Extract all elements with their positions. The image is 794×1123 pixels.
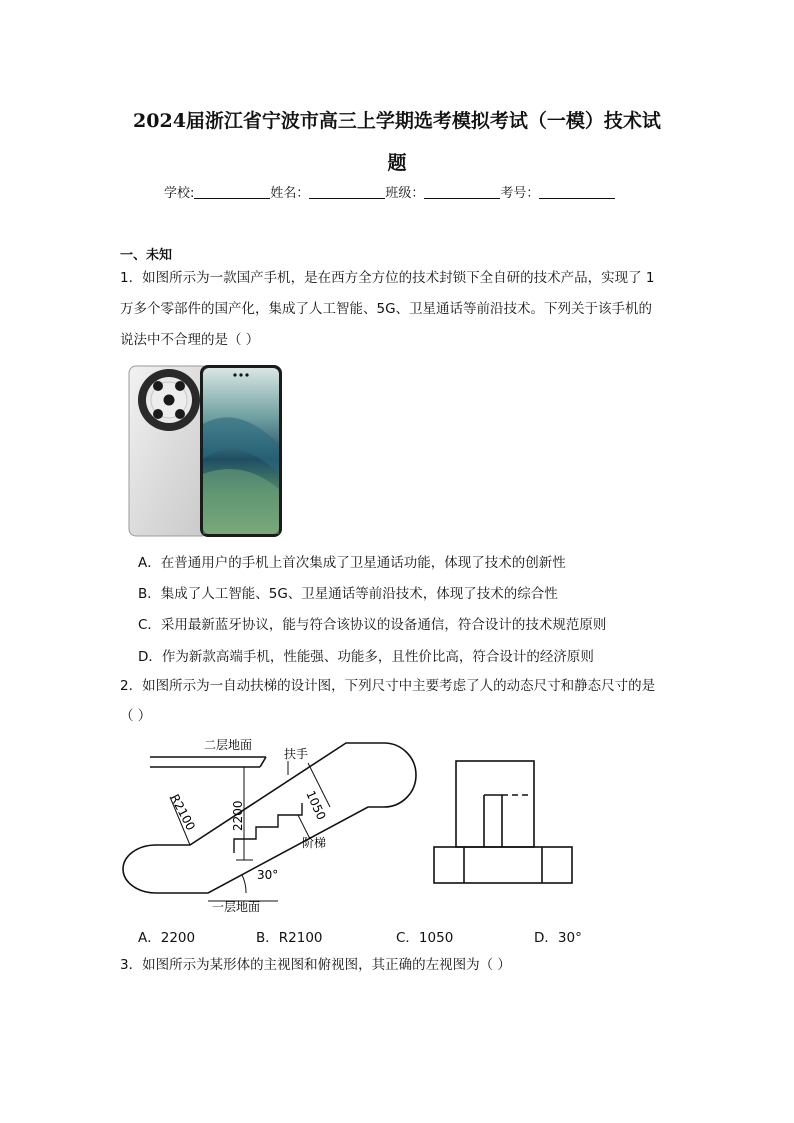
label-second-floor: 二层地面 [204,738,253,752]
student-info-line [164,182,615,201]
label-steps: 阶梯 [302,836,327,850]
section-heading: 一、未知 [120,248,173,263]
id-label: 考号： [500,186,540,201]
q2-option-a: A．2200 [138,930,196,946]
class-blank [424,185,500,199]
label-radius: R2100 [167,791,198,833]
exam-title-line2: 题 [387,152,407,174]
q2-option-d: D．30° [534,930,582,946]
name-label: 姓名： [270,186,310,201]
label-dim-1050: 1050 [303,788,329,823]
q1-option-a: A．在普通用户的手机上首次集成了卫星通话功能，体现了技术的创新性 [138,555,566,571]
q1-line2: 万多个零部件的国产化，集成了人工智能、5G、卫星通话等前沿技术。下列关于该手机的 [120,301,653,317]
q1-line1: 1．如图所示为一款国产手机，是在西方全方位的技术封锁下全自研的技术产品，实现了 1 [120,270,655,286]
q1-option-d: D．作为新款高端手机，性能强、功能多，且性价比高，符合设计的经济原则 [138,649,594,665]
label-dim-2200: 2200 [231,800,245,831]
q2-line1: 2．如图所示为一自动扶梯的设计图，下列尺寸中主要考虑了人的动态尺寸和静态尺寸的是 [120,678,656,694]
name-blank [309,185,385,199]
label-angle: 30° [257,868,279,882]
school-blank [194,185,270,199]
label-handrail: 扶手 [284,747,309,761]
exam-title-line1: 2024届浙江省宁波市高三上学期选考模拟考试（一模）技术试 [133,110,661,132]
label-first-floor: 一层地面 [212,900,261,914]
escalator-diagram [118,735,578,915]
school-label: 学校: [164,186,195,201]
phone-image [128,364,284,538]
q2-option-c: C．1050 [396,930,454,946]
q3-line1: 3．如图所示为某形体的主视图和俯视图，其正确的左视图为（ ） [120,957,511,973]
q2-line2: （ ） [120,708,152,724]
q1-option-b: B．集成了人工智能、5G、卫星通话等前沿技术，体现了技术的综合性 [138,586,558,602]
q1-line3: 说法中不合理的是（ ） [120,332,260,348]
q2-option-b: B．R2100 [256,930,323,946]
q1-option-c: C．采用最新蓝牙协议，能与符合该协议的设备通信，符合设计的技术规范原则 [138,617,607,633]
id-blank [539,185,615,199]
class-label: 班级： [385,186,425,201]
